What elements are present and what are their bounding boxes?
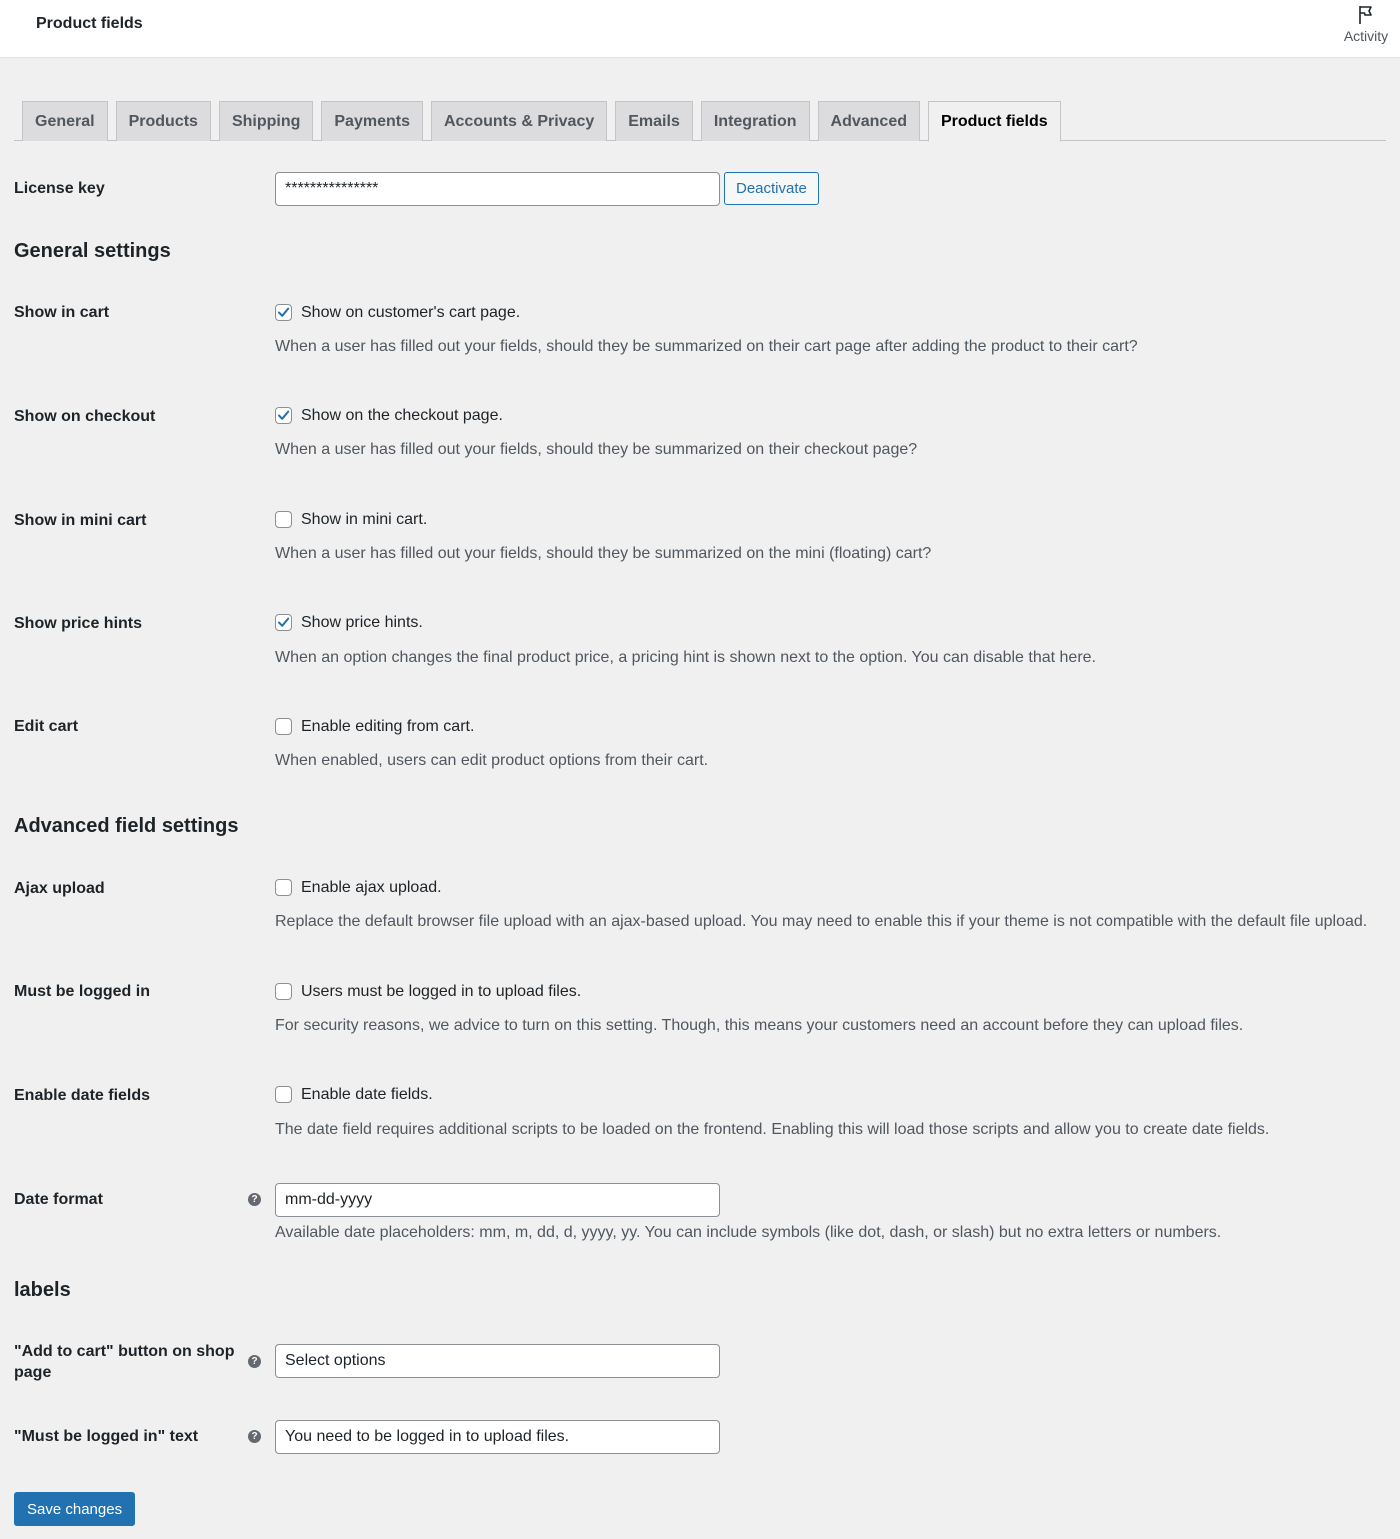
top-bar	[0, 0, 1400, 58]
save-changes-button[interactable]: Save changes	[14, 1492, 135, 1526]
labels-heading: labels	[14, 1279, 71, 1301]
checkmark-icon	[276, 305, 291, 320]
enable-date-fields-label: Enable date fields	[14, 1087, 151, 1104]
show-price-hints-checkbox[interactable]	[275, 614, 292, 631]
must-be-logged-in-checkbox[interactable]	[275, 983, 292, 1000]
show-on-checkout-label: Show on checkout	[14, 408, 156, 425]
date-format-description: Available date placeholders: mm, m, dd, d, yyyy, yy. You can include symbols (like dot, dash, or slash) but no extra letters or numbers.	[275, 1224, 1222, 1241]
show-price-hints-label: Show price hints	[14, 615, 143, 632]
show-on-checkout-description: When a user has filled out your fields, should they be summarized on their checkout page?	[275, 441, 918, 458]
must-be-logged-in-checkbox-label[interactable]: Users must be logged in to upload files.	[301, 983, 582, 1000]
ajax-upload-description: Replace the default browser file upload with an ajax-based upload. You may need to enable this if your theme is not compatible with the default file upload.	[275, 913, 1368, 930]
enable-date-fields-description: The date field requires additional scripts to be loaded on the frontend. Enabling this will load those scripts and allow you to create date fields.	[275, 1121, 1270, 1138]
tab-products[interactable]: Products	[116, 101, 211, 141]
advanced-field-settings-heading: Advanced field settings	[14, 815, 239, 837]
show-in-mini-cart-checkbox-label[interactable]: Show in mini cart.	[301, 511, 428, 528]
page-title: Product fields	[36, 15, 143, 32]
activity-label: Activity	[1343, 28, 1389, 44]
enable-date-fields-checkbox-label[interactable]: Enable date fields.	[301, 1086, 433, 1103]
show-price-hints-description: When an option changes the final product price, a pricing hint is shown next to the option. You can disable that here.	[275, 649, 1096, 666]
must-be-logged-in-label: Must be logged in	[14, 983, 150, 1000]
logged-in-text-label: "Must be logged in" text	[14, 1428, 199, 1445]
show-price-hints-checkbox-label[interactable]: Show price hints.	[301, 614, 423, 631]
edit-cart-checkbox-label[interactable]: Enable editing from cart.	[301, 718, 475, 735]
show-in-cart-checkbox-label[interactable]: Show on customer's cart page.	[301, 304, 521, 321]
tab-payments[interactable]: Payments	[321, 101, 423, 141]
show-on-checkout-checkbox[interactable]	[275, 407, 292, 424]
license-key-input[interactable]: ***************	[275, 172, 720, 206]
tab-integration[interactable]: Integration	[701, 101, 810, 141]
show-in-mini-cart-checkbox[interactable]	[275, 511, 292, 528]
general-settings-heading: General settings	[14, 240, 171, 262]
ajax-upload-checkbox[interactable]	[275, 879, 292, 896]
enable-date-fields-checkbox[interactable]	[275, 1086, 292, 1103]
show-in-cart-checkbox[interactable]	[275, 304, 292, 321]
tab-advanced[interactable]: Advanced	[818, 101, 920, 141]
logged-in-text-help-icon[interactable]: ?	[248, 1430, 261, 1443]
add-to-cart-label-line1: "Add to cart" button on shop	[14, 1343, 235, 1360]
show-in-mini-cart-label: Show in mini cart	[14, 512, 147, 529]
add-to-cart-label	[14, 1341, 234, 1383]
tab-accounts-privacy[interactable]: Accounts & Privacy	[431, 101, 607, 141]
show-in-cart-label: Show in cart	[14, 304, 110, 321]
checkmark-icon	[276, 408, 291, 423]
settings-tabs	[22, 101, 1069, 141]
edit-cart-label: Edit cart	[14, 718, 79, 735]
logged-in-text-input[interactable]: You need to be logged in to upload files.	[275, 1420, 720, 1454]
edit-cart-description: When enabled, users can edit product options from their cart.	[275, 752, 709, 769]
checkmark-icon	[276, 615, 291, 630]
flag-icon	[1356, 4, 1376, 26]
date-format-label: Date format	[14, 1191, 103, 1208]
license-key-label: License key	[14, 180, 105, 197]
add-to-cart-text-input[interactable]: Select options	[275, 1344, 720, 1378]
deactivate-button[interactable]: Deactivate	[724, 172, 819, 205]
add-to-cart-help-icon[interactable]: ?	[248, 1355, 261, 1368]
edit-cart-checkbox[interactable]	[275, 718, 292, 735]
add-to-cart-label-line2: page	[14, 1364, 52, 1381]
ajax-upload-label: Ajax upload	[14, 880, 105, 897]
tab-shipping[interactable]: Shipping	[219, 101, 313, 141]
show-on-checkout-checkbox-label[interactable]: Show on the checkout page.	[301, 407, 503, 424]
show-in-mini-cart-description: When a user has filled out your fields, should they be summarized on the mini (floating) cart?	[275, 545, 932, 562]
date-format-input[interactable]: mm-dd-yyyy	[275, 1183, 720, 1217]
tab-product-fields[interactable]: Product fields	[928, 101, 1061, 142]
tab-emails[interactable]: Emails	[615, 101, 693, 141]
ajax-upload-checkbox-label[interactable]: Enable ajax upload.	[301, 879, 442, 896]
tab-general[interactable]: General	[22, 101, 108, 141]
activity-button[interactable]	[1340, 4, 1392, 50]
date-format-help-icon[interactable]: ?	[248, 1193, 261, 1206]
must-be-logged-in-description: For security reasons, we advice to turn on this setting. Though, this means your customers need an account before they can upload files.	[275, 1017, 1244, 1034]
show-in-cart-description: When a user has filled out your fields, should they be summarized on their cart page after adding the product to their cart?	[275, 338, 1138, 355]
